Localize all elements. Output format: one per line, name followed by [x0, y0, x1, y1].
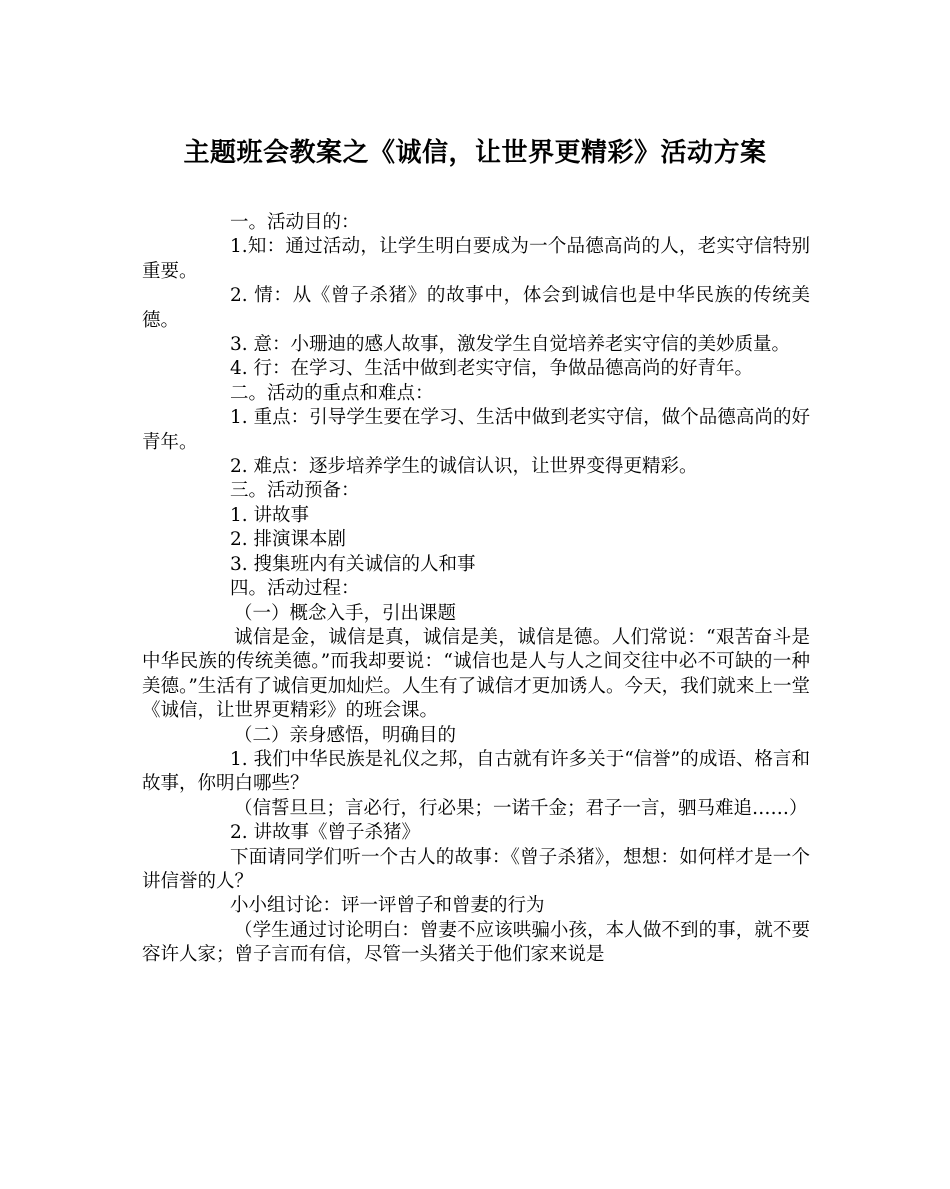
- paragraph: 2. 情：从《曾子杀猪》的故事中，体会到诚信也是中华民族的传统美德。: [142, 285, 810, 331]
- list-item: 1. 讲故事: [230, 504, 310, 526]
- document-title: 主题班会教案之《诚信，让世界更精彩》活动方案: [183, 138, 767, 168]
- subsection-heading: （一）概念入手，引出课题: [234, 602, 457, 624]
- paragraph: 1. 重点：引导学生要在学习、生活中做到老实守信，做个品德高尚的好青年。: [142, 407, 810, 453]
- paragraph: 1.知：通过活动，让学生明白要成为一个品德高尚的人，老实守信特别重要。: [142, 236, 810, 282]
- section-heading-process: 四。活动过程：: [230, 578, 360, 600]
- section-heading-preparation: 三。活动预备：: [230, 480, 360, 502]
- subsection-heading: （二）亲身感悟，明确目的: [234, 724, 457, 746]
- paragraph: 3. 意：小珊迪的感人故事，激发学生自觉培养老实守信的美妙质量。: [230, 334, 791, 356]
- list-item: 2. 排演课本剧: [230, 529, 347, 551]
- paragraph: 1. 我们中华民族是礼仪之邦，自古就有许多关于“信誉”的成语、格言和故事，你明白哪些？: [142, 748, 810, 795]
- paragraph: 下面请同学们听一个古人的故事：《曾子杀猪》，想想：如何样才是一个讲信誉的人？: [142, 846, 810, 892]
- document-body: [142, 211, 810, 968]
- paragraph: 2. 难点：逐步培养学生的诚信认识，让世界变得更精彩。: [230, 456, 698, 478]
- paragraph: 诚信是金，诚信是真，诚信是美，诚信是德。人们常说：“艰苦奋斗是中华民族的传统美德。”而我却要说：“诚信也是人与人之间交往中必不可缺的一种美德。”生活有了诚信更加灿烂。人生有了诚信才更加诱人。今天，我们就来上一堂《诚信，让世界更精彩》的班会课。: [142, 626, 810, 722]
- section-heading-focus: 二。活动的重点和难点：: [230, 382, 434, 404]
- section-heading-goals: 一。活动目的：: [230, 212, 360, 233]
- paragraph: 4. 行：在学习、生活中做到老实守信，争做品德高尚的好青年。: [230, 358, 754, 380]
- paragraph: （信誓旦旦；言必行，行必果；一诺千金；君子一言，驷马难追……）: [234, 797, 808, 819]
- paragraph: （学生通过讨论明白：曾妻不应该哄骗小孩，本人做不到的事，就不要容许人家；曾子言而有信，尽管一头猪关于他们家来说是: [142, 919, 810, 966]
- paragraph: 2. 讲故事《曾子杀猪》: [230, 822, 421, 844]
- list-item: 3. 搜集班内有关诚信的人和事: [230, 553, 476, 575]
- paragraph: 小小组讨论：评一评曾子和曾妻的行为: [230, 895, 545, 917]
